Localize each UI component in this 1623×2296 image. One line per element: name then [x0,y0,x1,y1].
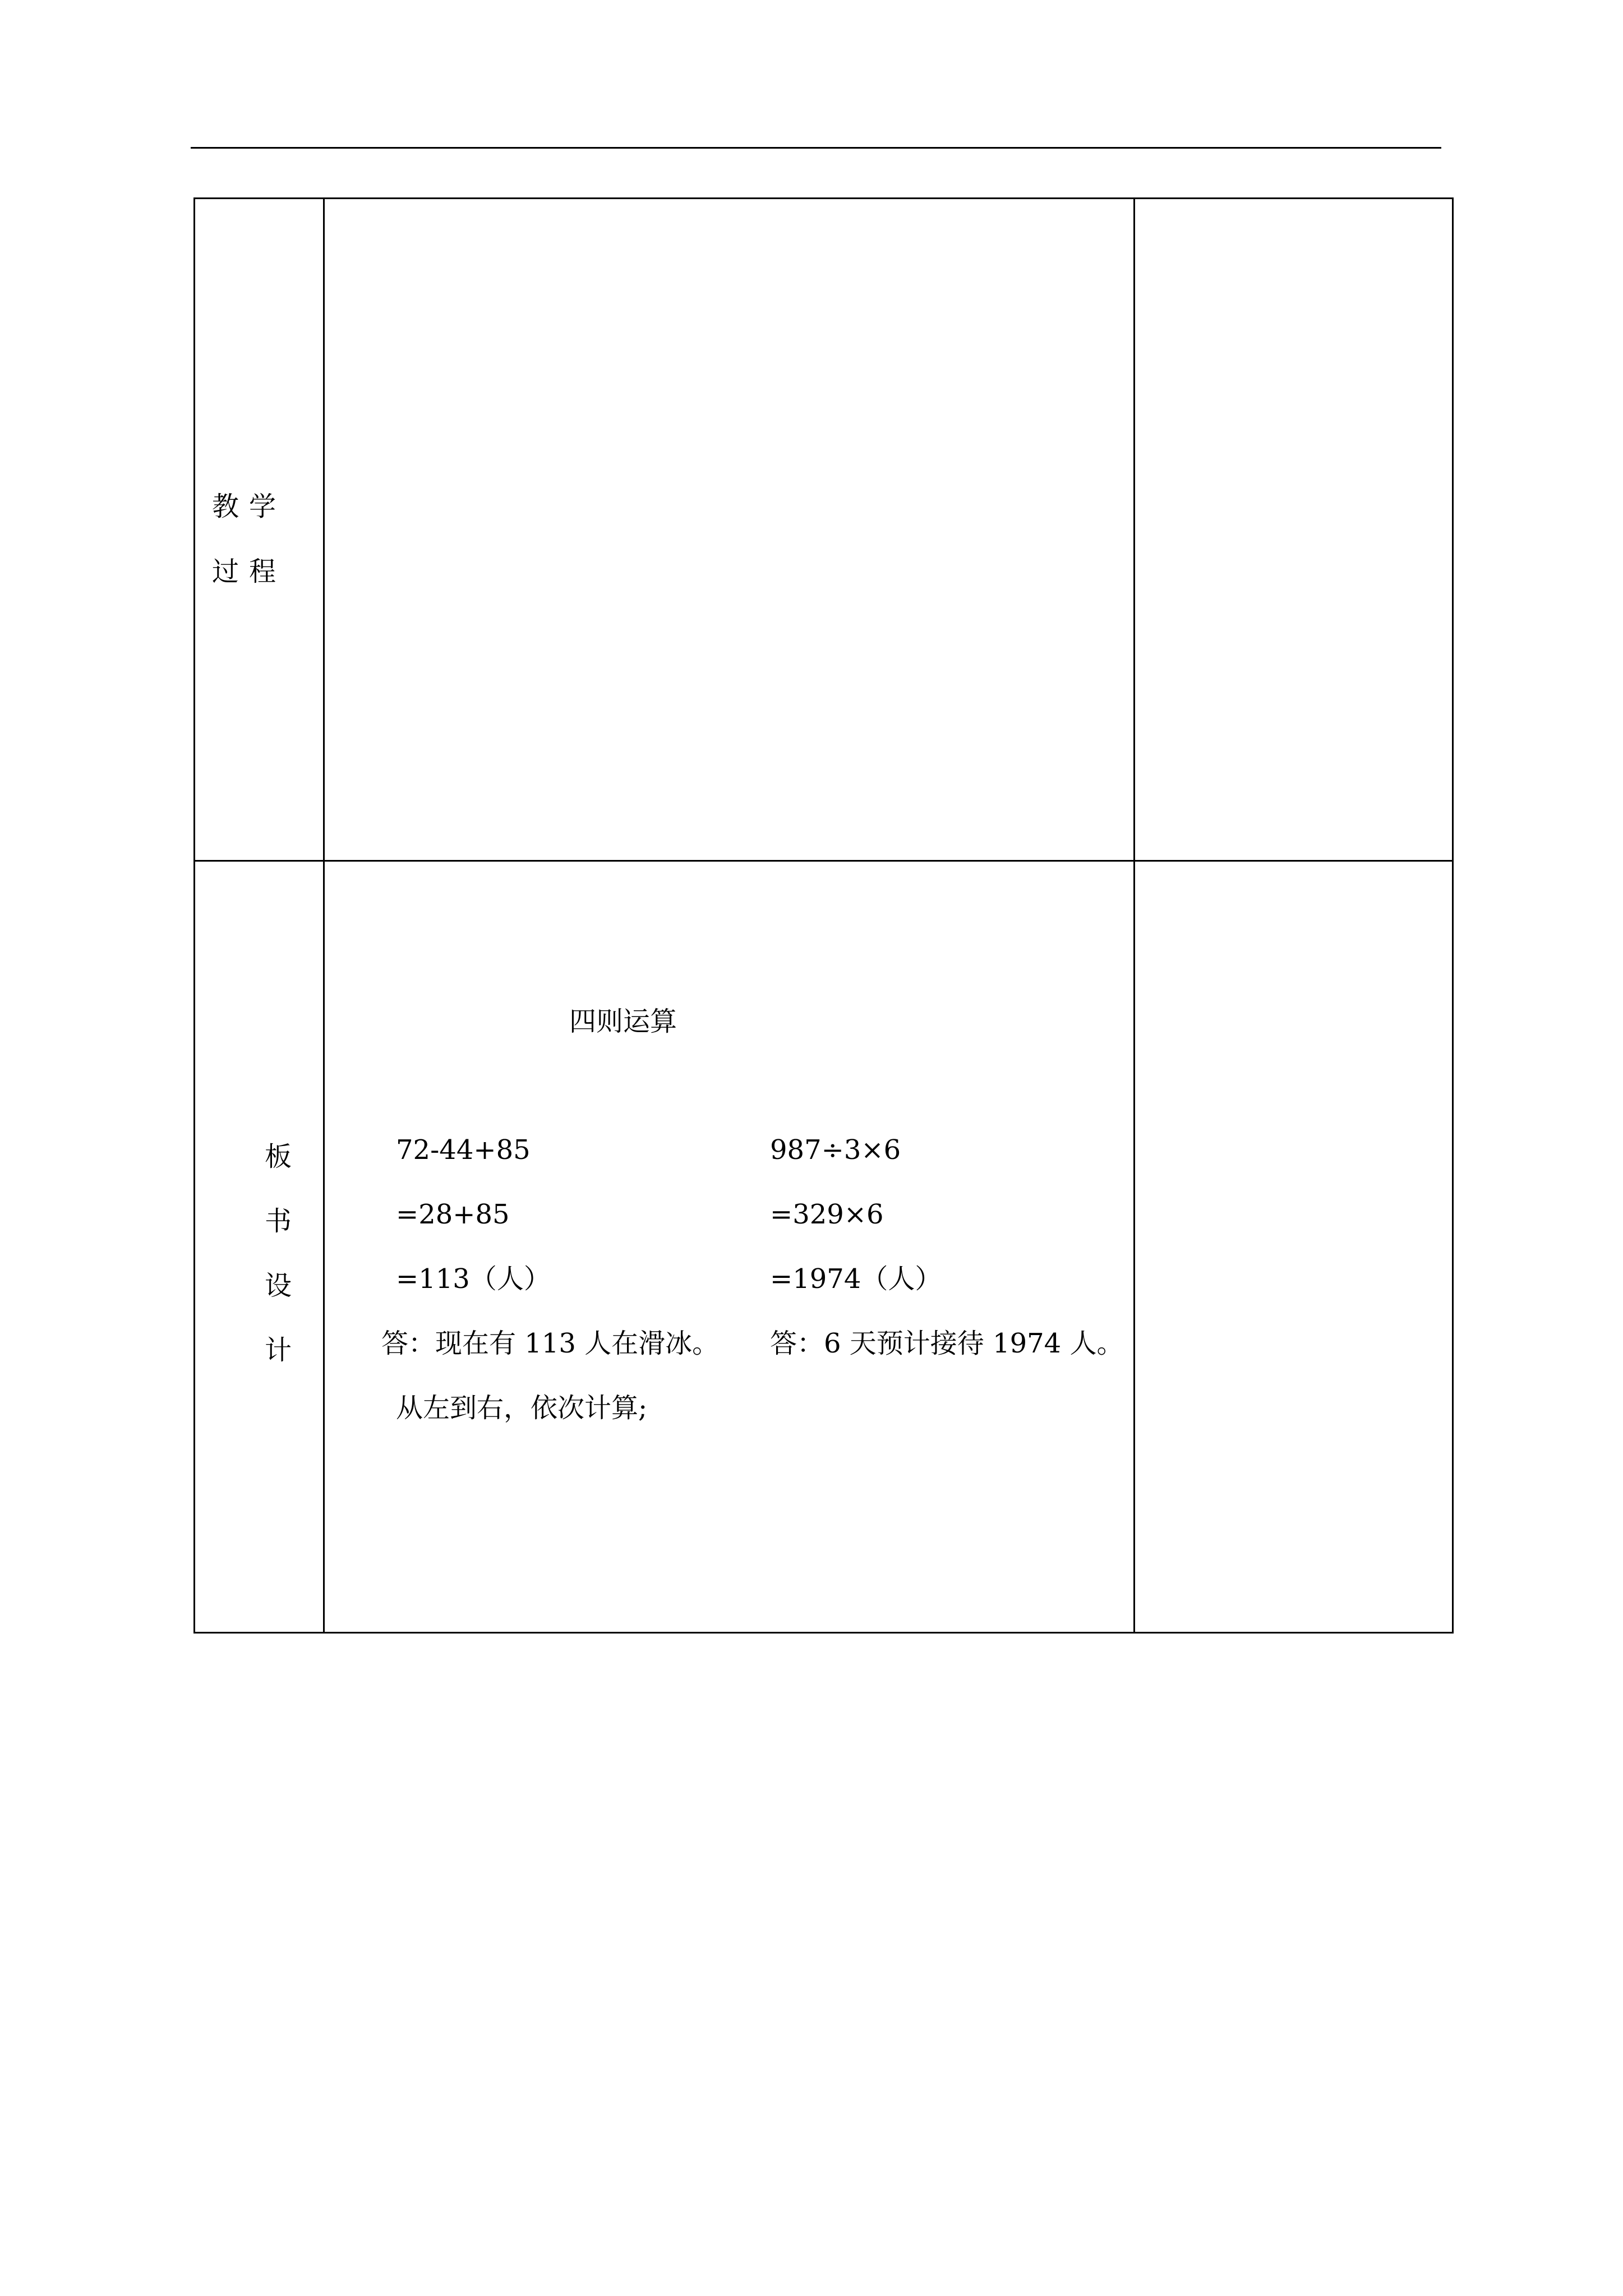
board-design-label [265,1125,298,1383]
right-expression: 987÷3×6 [770,1134,901,1166]
column-divider-label [323,199,325,1632]
lesson-plan-table [193,197,1454,1634]
right-result: =1974（人） [770,1263,942,1295]
left-step: =28+85 [396,1199,510,1230]
header-rule [191,147,1441,149]
board-design-char: 设 [265,1270,292,1301]
board-design-char: 计 [265,1335,292,1366]
row-divider [195,860,1452,862]
board-title: 四则运算 [569,1006,677,1037]
right-step: =329×6 [770,1199,884,1230]
column-divider-notes [1133,199,1135,1632]
board-design-char: 板 [265,1141,292,1172]
left-expression: 72-44+85 [396,1134,531,1166]
left-result: =113（人） [396,1263,551,1295]
teaching-process-label: 教学过程 [212,491,287,587]
calculation-rule: 从左到右，依次计算; [396,1392,648,1424]
left-answer: 答：现在有 113 人在滑冰。 [381,1328,720,1359]
board-design-char: 书 [265,1205,292,1237]
right-answer: 答：6 天预计接待 1974 人。 [770,1328,1124,1359]
